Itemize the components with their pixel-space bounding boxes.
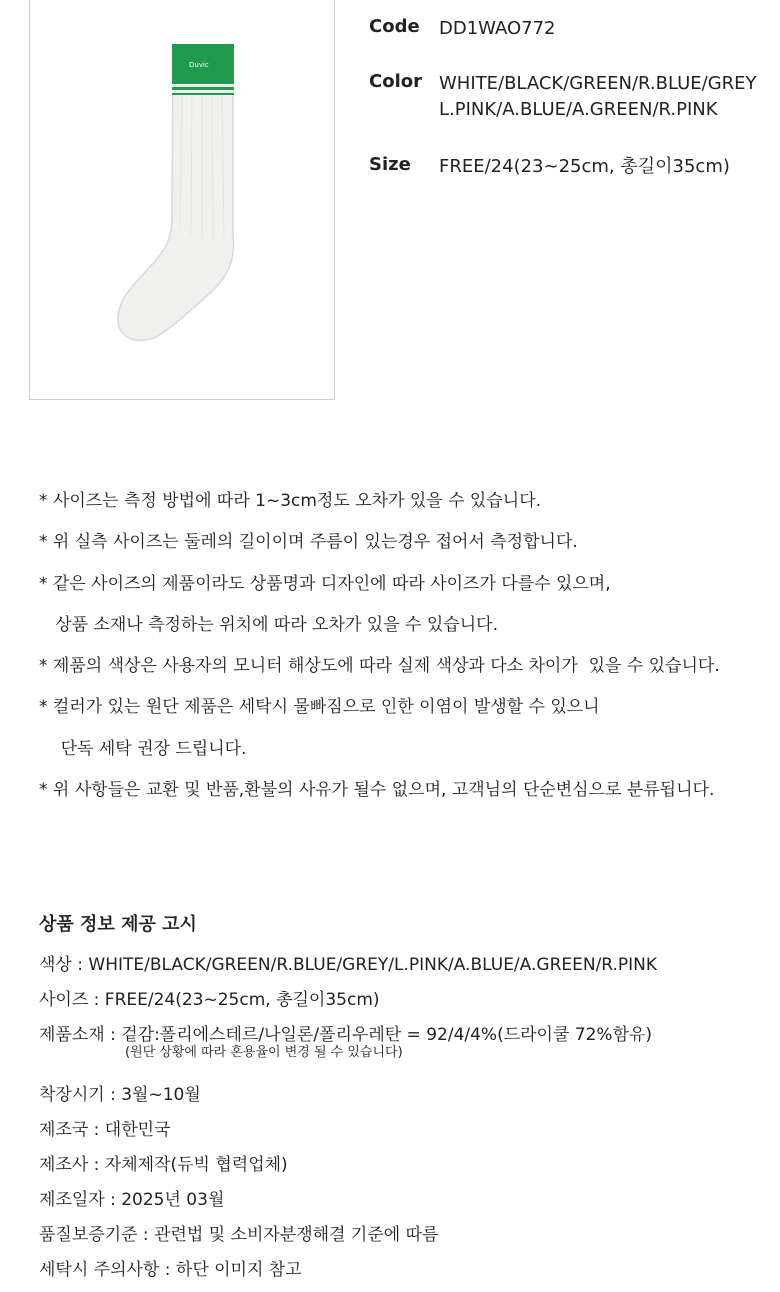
note-line: * 위 실측 사이즈는 둘레의 길이이며 주름이 있는경우 접어서 측정합니다. [39,532,578,553]
info-care: 세탁시 주의사항 : 하단 이미지 참고 [39,1260,302,1280]
info-title: 상품 정보 제공 고시 [39,914,197,935]
product-info-notice [39,912,657,1292]
info-maker: 제조사 : 자체제작(듀빅 협력업체) [39,1155,288,1175]
color-value [439,71,757,123]
code-label: Code [369,16,420,37]
note-line: 상품 소재나 측정하는 위치에 따라 오차가 있을 수 있습니다. [39,614,498,635]
info-season: 착장시기 : 3월~10월 [39,1085,201,1105]
color-value-line2: L.PINK/A.BLUE/A.GREEN/R.PINK [439,99,718,120]
info-country: 제조국 : 대한민국 [39,1120,171,1140]
note-line: * 컬러가 있는 원단 제품은 세탁시 물빠짐으로 인한 이염이 발생할 수 있으니 [39,697,600,718]
size-value: FREE/24(23~25cm, 총길이35cm) [439,156,730,177]
note-line: * 제품의 색상은 사용자의 모니터 해상도에 따라 실제 색상과 다소 차이가 있을 수 있습니다. [39,656,720,677]
size-notes [39,488,759,818]
logo-text: Duvic [189,61,209,69]
sock-illustration [30,0,336,401]
info-material-note: (원단 상황에 따라 혼용율이 변경 될 수 있습니다) [125,1045,403,1060]
product-image [29,0,335,400]
info-material: 제품소재 : 겉감:폴리에스테르/나일론/폴리우레탄 = 92/4/4%(드라이쿨 72%함유) [39,1025,653,1045]
info-size: 사이즈 : FREE/24(23~25cm, 총길이35cm) [39,990,380,1010]
color-label: Color [369,71,422,92]
note-line: * 사이즈는 측정 방법에 따라 1~3cm정도 오차가 있을 수 있습니다. [39,491,542,511]
code-value: DD1WAO772 [439,18,556,39]
note-line: * 같은 사이즈의 제품이라도 상품명과 디자인에 따라 사이즈가 다를수 있으며, [39,573,611,594]
size-label: Size [369,154,411,175]
info-color: 색상 : WHITE/BLACK/GREEN/R.BLUE/GREY/L.PINK/A.BLUE/A.GREEN/R.PINK [39,955,658,975]
info-quality: 품질보증기준 : 관련법 및 소비자분쟁해결 기준에 따름 [39,1225,439,1245]
note-line: 단독 세탁 권장 드립니다. [39,738,247,759]
info-date: 제조일자 : 2025년 03월 [39,1190,225,1210]
info-material-row [39,1022,657,1082]
note-line: * 위 사항들은 교환 및 반품,환불의 사유가 될수 없으며, 고객님의 단순변심으로 분류됩니다. [39,780,715,801]
color-value-line1: WHITE/BLACK/GREEN/R.BLUE/GREY [439,73,757,94]
